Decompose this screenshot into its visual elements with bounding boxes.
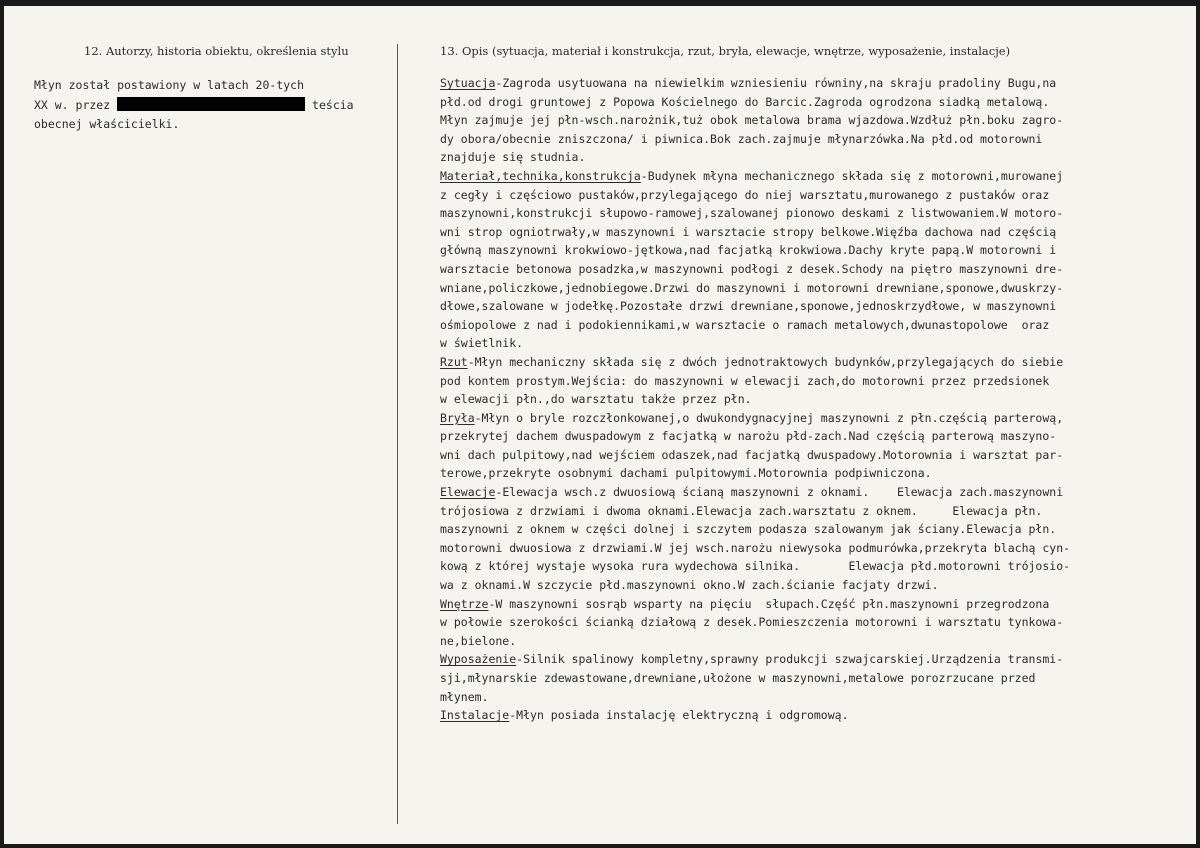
left-line-1: Młyn został postawiony w latach 20-tych bbox=[34, 78, 305, 92]
section-heading: Instalacje bbox=[440, 708, 510, 723]
description-text-run: trójosiowa z drzwiami i dwoma oknami.Elewacja zach.warsztatu z oknem. Elewacja płn. bbox=[440, 503, 1043, 518]
description-text-run: terowe,przekryte osobnymi dachami pulpitowymi.Motorownia podpiwniczona. bbox=[440, 466, 932, 481]
description-text-run: motorowni dwuosiowa z drzwiami.W jej wsch.narożu niewysoka podmurówka,przekryta blachą cyn- bbox=[440, 540, 1071, 555]
description-text-run: wni dach pulpitowy,nad wejściem odaszek,nad facjatką dwuspadowy.Motorownia i warsztat par- bbox=[440, 447, 1064, 462]
left-line-2-end: teścia bbox=[312, 97, 354, 112]
description-line bbox=[440, 427, 1192, 446]
description-line bbox=[440, 483, 1192, 502]
description-text-run: w elewacji płn.,do warsztatu także przez płn. bbox=[440, 392, 752, 407]
description-line bbox=[440, 279, 1192, 298]
description-line bbox=[440, 390, 1192, 409]
section-heading: Elewacje bbox=[440, 485, 496, 500]
description-text-run: -W maszynowni sosrąb wsparty na pięciu słupach.Część płn.maszynowni przegrodzona bbox=[488, 596, 1050, 611]
description-line bbox=[440, 409, 1192, 428]
description-line bbox=[440, 260, 1192, 279]
description-line bbox=[440, 353, 1192, 372]
description-text-run: z cegły i częściowo pustaków,przylegającego do niej warsztatu,murowanego z pustaków oraz bbox=[440, 187, 1050, 202]
description-text-run: -Budynek młyna mechanicznego składa się z motorowni,murowanej bbox=[640, 168, 1064, 183]
description-text-run: maszynowni,konstrukcji słupowo-ramowej,szalowanej pionowo deskami z listwowaniem.W motoro- bbox=[440, 206, 1064, 221]
section-13-header: 13. Opis (sytuacja, materiał i konstrukcja, rzut, bryła, elewacje, wnętrze, wyposażenie, instalacje) bbox=[440, 44, 1011, 58]
description-line bbox=[440, 372, 1192, 391]
description-text-run: dy obora/obecnie zniszczona/ i piwnica.Bok zach.zajmuje młynarzówka.Na płd.od motorowni bbox=[440, 131, 1043, 146]
description-text-run: ne,bielone. bbox=[440, 633, 517, 648]
column-divider bbox=[397, 44, 398, 824]
description-text-run: -Młyn o bryle rozczłonkowanej,o dwukondygnacyjnej maszynowni z płn.częścią parterową, bbox=[474, 410, 1064, 425]
description-text-run: młynem. bbox=[440, 689, 489, 704]
description-text-run: płd.od drogi gruntowej z Popowa Kościelnego do Barcic.Zagroda ogrodzona siadką metalową. bbox=[440, 94, 1050, 109]
description-text-run: główną maszynowni krokwiowo-jętkowa,nad facjatką krokwiowa.Dachy kryte papą.W motorowni i bbox=[440, 243, 1057, 258]
section-heading: Rzut bbox=[440, 354, 468, 369]
description-line bbox=[440, 706, 1192, 725]
description-text-run: pod kontem prostym.Wejścia: do maszynowni w elewacji zach,do motorowni przez przedsionek bbox=[440, 373, 1050, 388]
description-line bbox=[440, 167, 1192, 186]
description-text-run: warsztacie betonowa posadzka,w maszynowni podłogi z desek.Schody na piętro maszynowni dre- bbox=[440, 261, 1064, 276]
description-text-run: -Młyn posiada instalację elektryczną i odgromową. bbox=[509, 708, 849, 723]
description-text bbox=[440, 74, 1192, 725]
description-line bbox=[440, 502, 1192, 521]
description-text-run: -Zagroda usytuowana na niewielkim wzniesieniu równiny,na skraju pradoliny Bugu,na bbox=[495, 76, 1057, 90]
description-line bbox=[440, 446, 1192, 465]
description-line bbox=[440, 241, 1192, 260]
description-line bbox=[440, 130, 1192, 149]
description-line bbox=[440, 204, 1192, 223]
description-text-run: w połowie szerokości ścianką działową z desek.Pomieszczenia motorowni i warsztatu tynkowa- bbox=[440, 615, 1064, 630]
redaction-bar bbox=[117, 97, 305, 111]
description-line bbox=[440, 595, 1192, 614]
description-line bbox=[440, 93, 1192, 112]
description-text-run: w świetlnik. bbox=[440, 336, 524, 351]
description-text-run: ośmiopolowe z nad i podokiennikami,w warsztacie o ramach metalowych,dwunastopolowe oraz bbox=[440, 317, 1050, 332]
description-line bbox=[440, 186, 1192, 205]
description-line bbox=[440, 223, 1192, 242]
description-text-run: dłowe,szalowane w jodełkę.Pozostałe drzwi drewniane,sponowe,jednoskrzydłowe, w maszynowni bbox=[440, 299, 1057, 314]
description-line bbox=[440, 297, 1192, 316]
description-line bbox=[440, 688, 1192, 707]
description-text-run: Młyn zajmuje jej płn-wsch.narożnik,tuż obok metalowa brama wjazdowa.Wzdłuż płn.boku zagro- bbox=[440, 113, 1064, 128]
description-line bbox=[440, 632, 1192, 651]
description-text-run: przekrytej dachem dwuspadowym z facjatką w narożu płd-zach.Nad częścią parterową maszyno- bbox=[440, 429, 1057, 444]
description-line bbox=[440, 316, 1192, 335]
description-text-run: wa z oknami.W szczycie płd.maszynowni okno.W zach.ścianie facjaty drzwi. bbox=[440, 578, 939, 593]
description-line bbox=[440, 576, 1192, 595]
authors-history-text bbox=[34, 76, 364, 135]
description-text-run: wni strop ogniotrwały,w maszynowni i warsztacie stropy belkowe.Więźba dachowa nad częścią bbox=[440, 224, 1057, 239]
description-line bbox=[440, 334, 1192, 353]
section-heading: Materiał,technika,konstrukcja bbox=[440, 168, 641, 183]
description-text-run: -Młyn mechaniczny składa się z dwóch jednotraktowych budynków,przylegających do siebie bbox=[467, 354, 1064, 369]
description-line bbox=[440, 557, 1192, 576]
left-line-2-start: XX w. przez bbox=[34, 97, 111, 112]
description-line bbox=[440, 539, 1192, 558]
description-text-run: kową z której wystaje wysoka rura wydechowa silnika. Elewacja płd.motorowni trójosio- bbox=[440, 559, 1071, 574]
section-heading: Bryła bbox=[440, 410, 475, 425]
section-heading: Wnętrze bbox=[440, 596, 489, 611]
section-heading: Wyposażenie bbox=[440, 652, 517, 667]
description-text-run: wniane,policzkowe,jednobiegowe.Drzwi do maszynowni i motorowni drewniane,sponowe,dwuskrzy- bbox=[440, 280, 1064, 295]
left-line-2 bbox=[34, 96, 364, 116]
description-text-run: sji,młynarskie zdewastowane,drewniane,ułożone w maszynowni,metalowe porozrzucane przed bbox=[440, 671, 1036, 685]
description-text-run: maszynowni z oknem w części dolnej i szczytem podasza szalowanym jak ściany.Elewacja płn. bbox=[440, 522, 1057, 537]
description-line bbox=[440, 74, 1192, 93]
document-page bbox=[4, 6, 1196, 844]
description-text-run: znajduje się studnia. bbox=[440, 150, 586, 165]
description-line bbox=[440, 520, 1192, 539]
description-line bbox=[440, 111, 1192, 130]
description-line bbox=[440, 148, 1192, 167]
left-line-3: obecnej właścicielki. bbox=[34, 117, 180, 131]
section-12-header: 12. Autorzy, historia obiektu, określenia stylu bbox=[84, 44, 349, 58]
description-text-run: -Elewacja wsch.z dwuosiową ścianą maszynowni z oknami. Elewacja zach.maszynowni bbox=[495, 485, 1064, 500]
description-line bbox=[440, 464, 1192, 483]
description-line bbox=[440, 669, 1192, 688]
section-heading: Sytuacja bbox=[440, 76, 496, 90]
description-line bbox=[440, 613, 1192, 632]
description-line bbox=[440, 650, 1192, 669]
description-text-run: -Silnik spalinowy kompletny,sprawny produkcji szwajcarskiej.Urządzenia transmi- bbox=[516, 652, 1064, 667]
